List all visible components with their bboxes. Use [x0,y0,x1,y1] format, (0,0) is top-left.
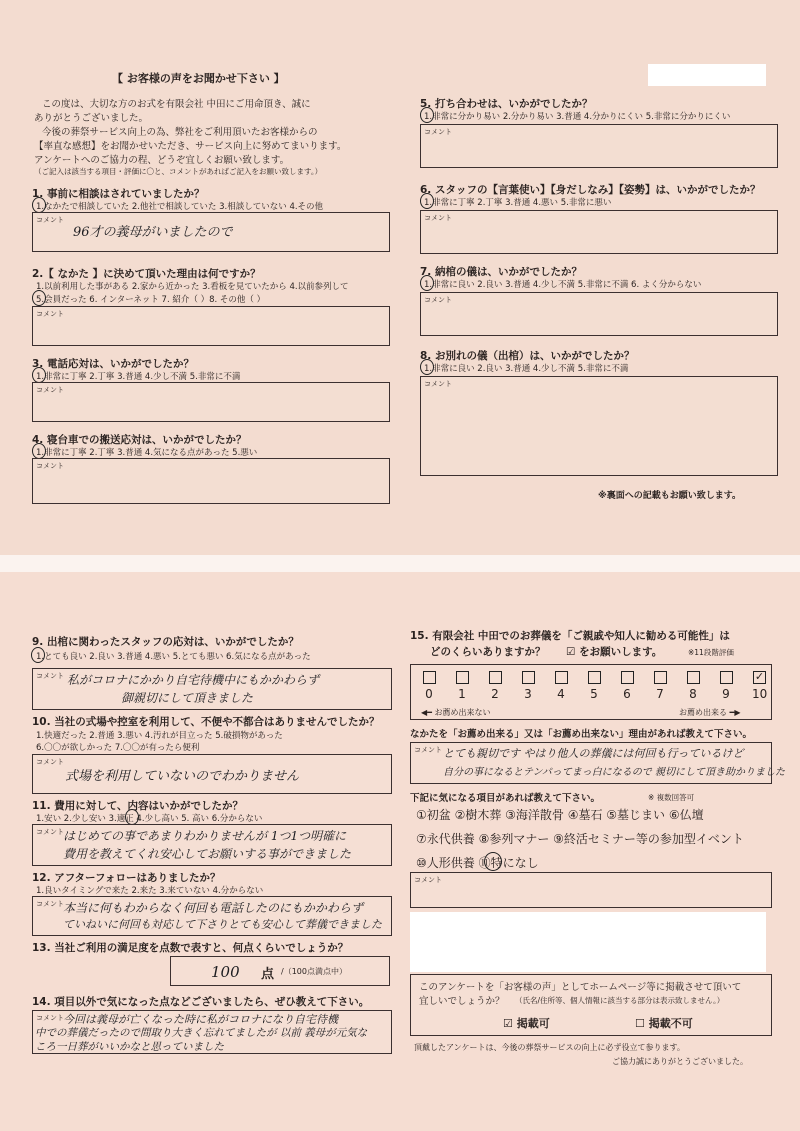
scale-checkbox-2[interactable] [489,671,502,684]
q7-title: 7. 納棺の儀は、いかがでしたか？ [420,266,582,278]
interest-items-line1: ①初盆 ②樹木葬 ③海洋散骨 ④墓石 ⑤墓じまい ⑥仏壇 [416,808,704,822]
scale-number: 9 [722,687,730,701]
intro-line: ありがとうございました。 [34,113,149,124]
q1-comment: 96才の義母がいましたので [73,225,233,240]
scale-low-label: ◀━ お薦め出来ない [421,708,491,717]
q14-comment-line3: ころ一日葬がいいかなと思っていました [35,1041,224,1053]
thanks-line2: ご協力誠にありがとうございました。 [612,1057,748,1066]
q10-options-line1: 1.快適だった 2.普通 3.悪い 4.汚れが目立った 5.破損物があった [36,731,283,741]
scale-checkbox-4[interactable] [555,671,568,684]
scale-high-label: お薦め出来る ━▶ [679,708,741,717]
scale-number: 4 [557,687,565,701]
interest-note: ※ 複数回答可 [648,793,695,802]
q1-title: 1. 事前に相談はされていましたか？ [32,188,205,200]
q11-comment-line2: 費用を教えてくれ安心してお願いする事ができました [63,847,352,861]
q1-options: 1.なかたで相談していた 2.他社で相談していた 3.相談していない 4.その他 [36,202,324,212]
q13-title: 13. 当社ご利用の満足度を点数で表すと、何点くらいでしょうか？ [32,942,349,954]
scale-checkbox-6[interactable] [621,671,634,684]
publish-line1: このアンケートを「お客様の声」としてホームページ等に掲載させて頂いて [419,982,742,993]
selection-circle [420,107,434,123]
publish-allow-option[interactable]: ☑ 掲載可 [503,1017,550,1030]
q8-title: 8. お別れの儀（出棺）は、いかがでしたか？ [420,350,635,362]
q1-comment-box[interactable] [32,212,390,252]
q14-title: 14. 項目以外で気になった点などございましたら、ぜひ教えて下さい。 [32,996,370,1008]
comment-label: コメント [36,310,64,318]
comment-label: コメント [36,828,64,836]
q15-scale-note: ※11段階評価 [688,648,734,657]
q13-note: /（100点満点中） [281,967,347,976]
q13-score: 100 [211,963,240,981]
intro-line: （ご記入は該当する項目・評価に〇と、コメントがあればご記入をお願い致します。） [34,167,323,176]
q15-comment-line1: とても親切です やはり他人の葬儀には何回も行っているけど [443,747,744,760]
scale-number: 5 [590,687,598,701]
selection-circle [420,275,434,291]
comment-label: コメント [424,296,452,304]
comment-label: コメント [36,386,64,394]
publish-deny-option[interactable]: ☐ 掲載不可 [635,1017,693,1030]
comment-label: コメント [36,900,64,908]
comment-label: コメント [36,758,64,766]
q4-comment-box[interactable] [32,458,390,504]
q12-comment-box[interactable] [32,896,392,936]
q2-options-line2: 5.会員だった 6. インターネット 7. 紹介（ ）8. その他（ ） [36,295,266,305]
comment-label: コメント [424,128,452,136]
interest-comment-box[interactable] [410,872,772,908]
scale-number: 1 [458,687,466,701]
q8-comment-box[interactable] [420,376,778,476]
q5-comment-box[interactable] [420,124,778,168]
q10-comment-box[interactable] [32,754,392,794]
publish-line2-note: （氏名/住所等、個人情報に該当する部分は表示致しません。） [515,996,725,1005]
intro-line: 【率直な感想】をお聞かせいただき、サービス向上に努めてまいります。 [34,141,347,152]
publish-permission-box [410,974,772,1036]
q6-comment-box[interactable] [420,210,778,254]
q12-options: 1.良いタイミングで来た 2.来た 3.来ていない 4.分からない [36,886,264,896]
scale-checkbox-7[interactable] [654,671,667,684]
scale-checkbox-9[interactable] [720,671,733,684]
intro-line: この度は、大切な方のお式を有限会社 中田にご用命頂き、誠に [42,99,311,110]
redacted-area [648,64,766,86]
q5-options: 1.非常に分かり易い 2.分かり易い 3.普通 4.分かりにくい 5.非常に分かりにくい [424,112,731,122]
q15-reason-prompt: なかたを「お薦め出来る」又は「お薦め出来ない」理由があれば教えて下さい。 [410,729,753,740]
q4-title: 4. 寝台車での搬送応対は、いかがでしたか？ [32,434,247,446]
comment-label: コメント [414,746,442,754]
q14-comment-line2: 中での葬儀だったので間取り大きく忘れてましたが 以前 義母が元気な [35,1027,368,1039]
page-gap [0,555,800,572]
q6-title: 6. スタッフの【言葉使い】【身だしなみ】【姿勢】は、いかがでしたか？ [420,184,761,196]
comment-label: コメント [36,216,64,224]
q5-title: 5. 打ち合わせは、いかがでしたか？ [420,98,593,110]
intro-line: アンケートへのご協力の程、どうぞ宜しくお願い致します。 [34,155,290,166]
publish-line2: 宜しいでしょうか？ [419,996,505,1007]
selection-circle [31,647,45,663]
q11-title: 11. 費用に対して、内容はいかがでしたか？ [32,800,244,812]
q7-options: 1.非常に良い 2.良い 3.普通 4.少し不満 5.非常に不満 6. よく分からない [424,280,702,290]
q10-title: 10. 当社の式場や控室を利用して、不便や不都合はありませんでしたか？ [32,716,380,728]
q15-comment-line2: 自分の事になるとテンパってまっ白になるので 親切にして頂き助かりました [443,767,785,778]
scale-number: 8 [689,687,697,701]
q2-options-line1: 1.以前利用した事がある 2.家から近かった 3.看板を見ていたから 4.以前参列して [36,282,349,292]
thanks-line1: 頂戴したアンケートは、今後の葬祭サービスの向上に必ず役立て参ります。 [414,1043,685,1052]
allow-label: 掲載可 [516,1017,550,1030]
interest-title: 下記に気になる項目があれば教えて下さい。 [410,793,601,804]
selection-circle [32,290,46,306]
q15-title-line1: 15. 有限会社 中田でのお葬儀を「ご親戚や知人に勧める可能性」は [410,630,730,642]
q3-options: 1.非常に丁寧 2.丁寧 3.普通 4.少し不満 5.非常に不満 [36,372,241,382]
q15-title-line2: どのくらいありますか？ [430,646,546,658]
q14-comment-line1: 今回は義母が亡くなった時に私がコロナになり自宅待機 [63,1013,338,1026]
interest-items-line2: ⑦永代供養 ⑧参列マナー ⑨終活セミナー等の参加型イベント [416,832,744,846]
selection-circle [125,809,139,825]
q13-score-box[interactable] [170,956,390,986]
q15-comment-box[interactable] [410,742,785,784]
q11-options: 1.安い 2.少し安い 3.適正 4.少し高い 5. 高い 6.分からない [36,814,263,824]
scale-checkbox-10[interactable]: ✓ [754,670,765,683]
q15-scale-box [410,664,772,720]
q9-comment-box[interactable] [32,668,392,710]
selection-circle [32,197,46,213]
selection-circle [420,193,434,209]
intro-line: 今後の葬祭サービス向上の為、弊社をご利用頂いたお客様からの [42,127,318,138]
comment-label: コメント [36,462,64,470]
q10-comment: 式場を利用していないのでわかりません [65,769,300,784]
q15-check-hint: ☑ をお願いします。 [566,646,663,658]
scale-checkbox-8[interactable] [687,671,700,684]
q12-title: 12. アフターフォローはありましたか？ [32,872,221,884]
page-title: 【 お客様の声をお聞かせ下さい 】 [112,72,285,85]
scale-number: 6 [623,687,631,701]
q8-options: 1.非常に良い 2.良い 3.普通 4.少し不満 5.非常に不満 [424,364,629,374]
q3-comment-box[interactable] [32,382,390,422]
low-label-text: お薦め出来ない [434,708,491,717]
comment-label: コメント [36,672,64,680]
deny-label: 掲載不可 [648,1017,693,1030]
q12-comment-line1: 本当に何もわからなく何回も電話したのにもかかわらず [63,901,364,915]
q10-options-line2: 6.〇〇が欲しかった 7.〇〇が有ったら便利 [36,743,200,753]
scale-checkbox-5[interactable] [588,671,601,684]
selection-circle [484,852,502,871]
q2-comment-box[interactable] [32,306,390,346]
selection-circle [32,443,46,459]
q11-comment-line1: はじめての事であまりわかりませんが 1つ1つ明確に [63,829,347,843]
selection-circle [420,359,434,375]
q9-comment-line1: 私がコロナにかかり自宅待機中にもかかわらず [67,673,320,687]
q2-title: 2.【 なかた 】に決めて頂いた理由は何ですか？ [32,268,261,280]
q3-title: 3. 電話応対は、いかがでしたか？ [32,358,194,370]
scale-number: 3 [524,687,532,701]
scale-number: 0 [425,687,433,701]
comment-label: コメント [424,380,452,388]
high-label-text: お薦め出来る [679,708,727,717]
redacted-area [410,912,766,972]
q11-comment-box[interactable] [32,824,392,866]
comment-label: コメント [414,876,442,884]
scale-number: 7 [656,687,664,701]
selection-circle [32,367,46,383]
q14-comment-box[interactable] [32,1010,392,1054]
scale-number: 10 [752,687,768,701]
q6-options: 1.非常に丁寧 2.丁寧 3.普通 4.悪い 5.非常に悪い [424,198,612,208]
q9-comment-line2: 御親切にして頂きました [121,691,254,705]
scale-checkbox-0[interactable] [423,671,436,684]
scale-number: 2 [491,687,499,701]
page1-footer: ※裏面への記載もお願い致します。 [598,491,742,501]
q13-unit: 点 [261,967,275,982]
q9-title: 9. 出棺に関わったスタッフの応対は、いかがでしたか？ [32,636,299,648]
scale-checkbox-1[interactable] [456,671,469,684]
scale-checkbox-3[interactable] [522,671,535,684]
comment-label: コメント [424,214,452,222]
q7-comment-box[interactable] [420,292,778,336]
q9-options: 1.とても良い 2.良い 3.普通 4.悪い 5.とても悪い 6.気になる点があった [36,652,311,662]
q12-comment-line2: ていねいに何回も対応して下さりとても安心して葬儀できました [63,918,382,931]
comment-label: コメント [36,1014,64,1022]
interest-items-line3: ⑩人形供養 ⑪特になし [416,856,539,870]
q4-options: 1.非常に丁寧 2.丁寧 3.普通 4.気になる点があった 5.悪い [36,448,258,458]
